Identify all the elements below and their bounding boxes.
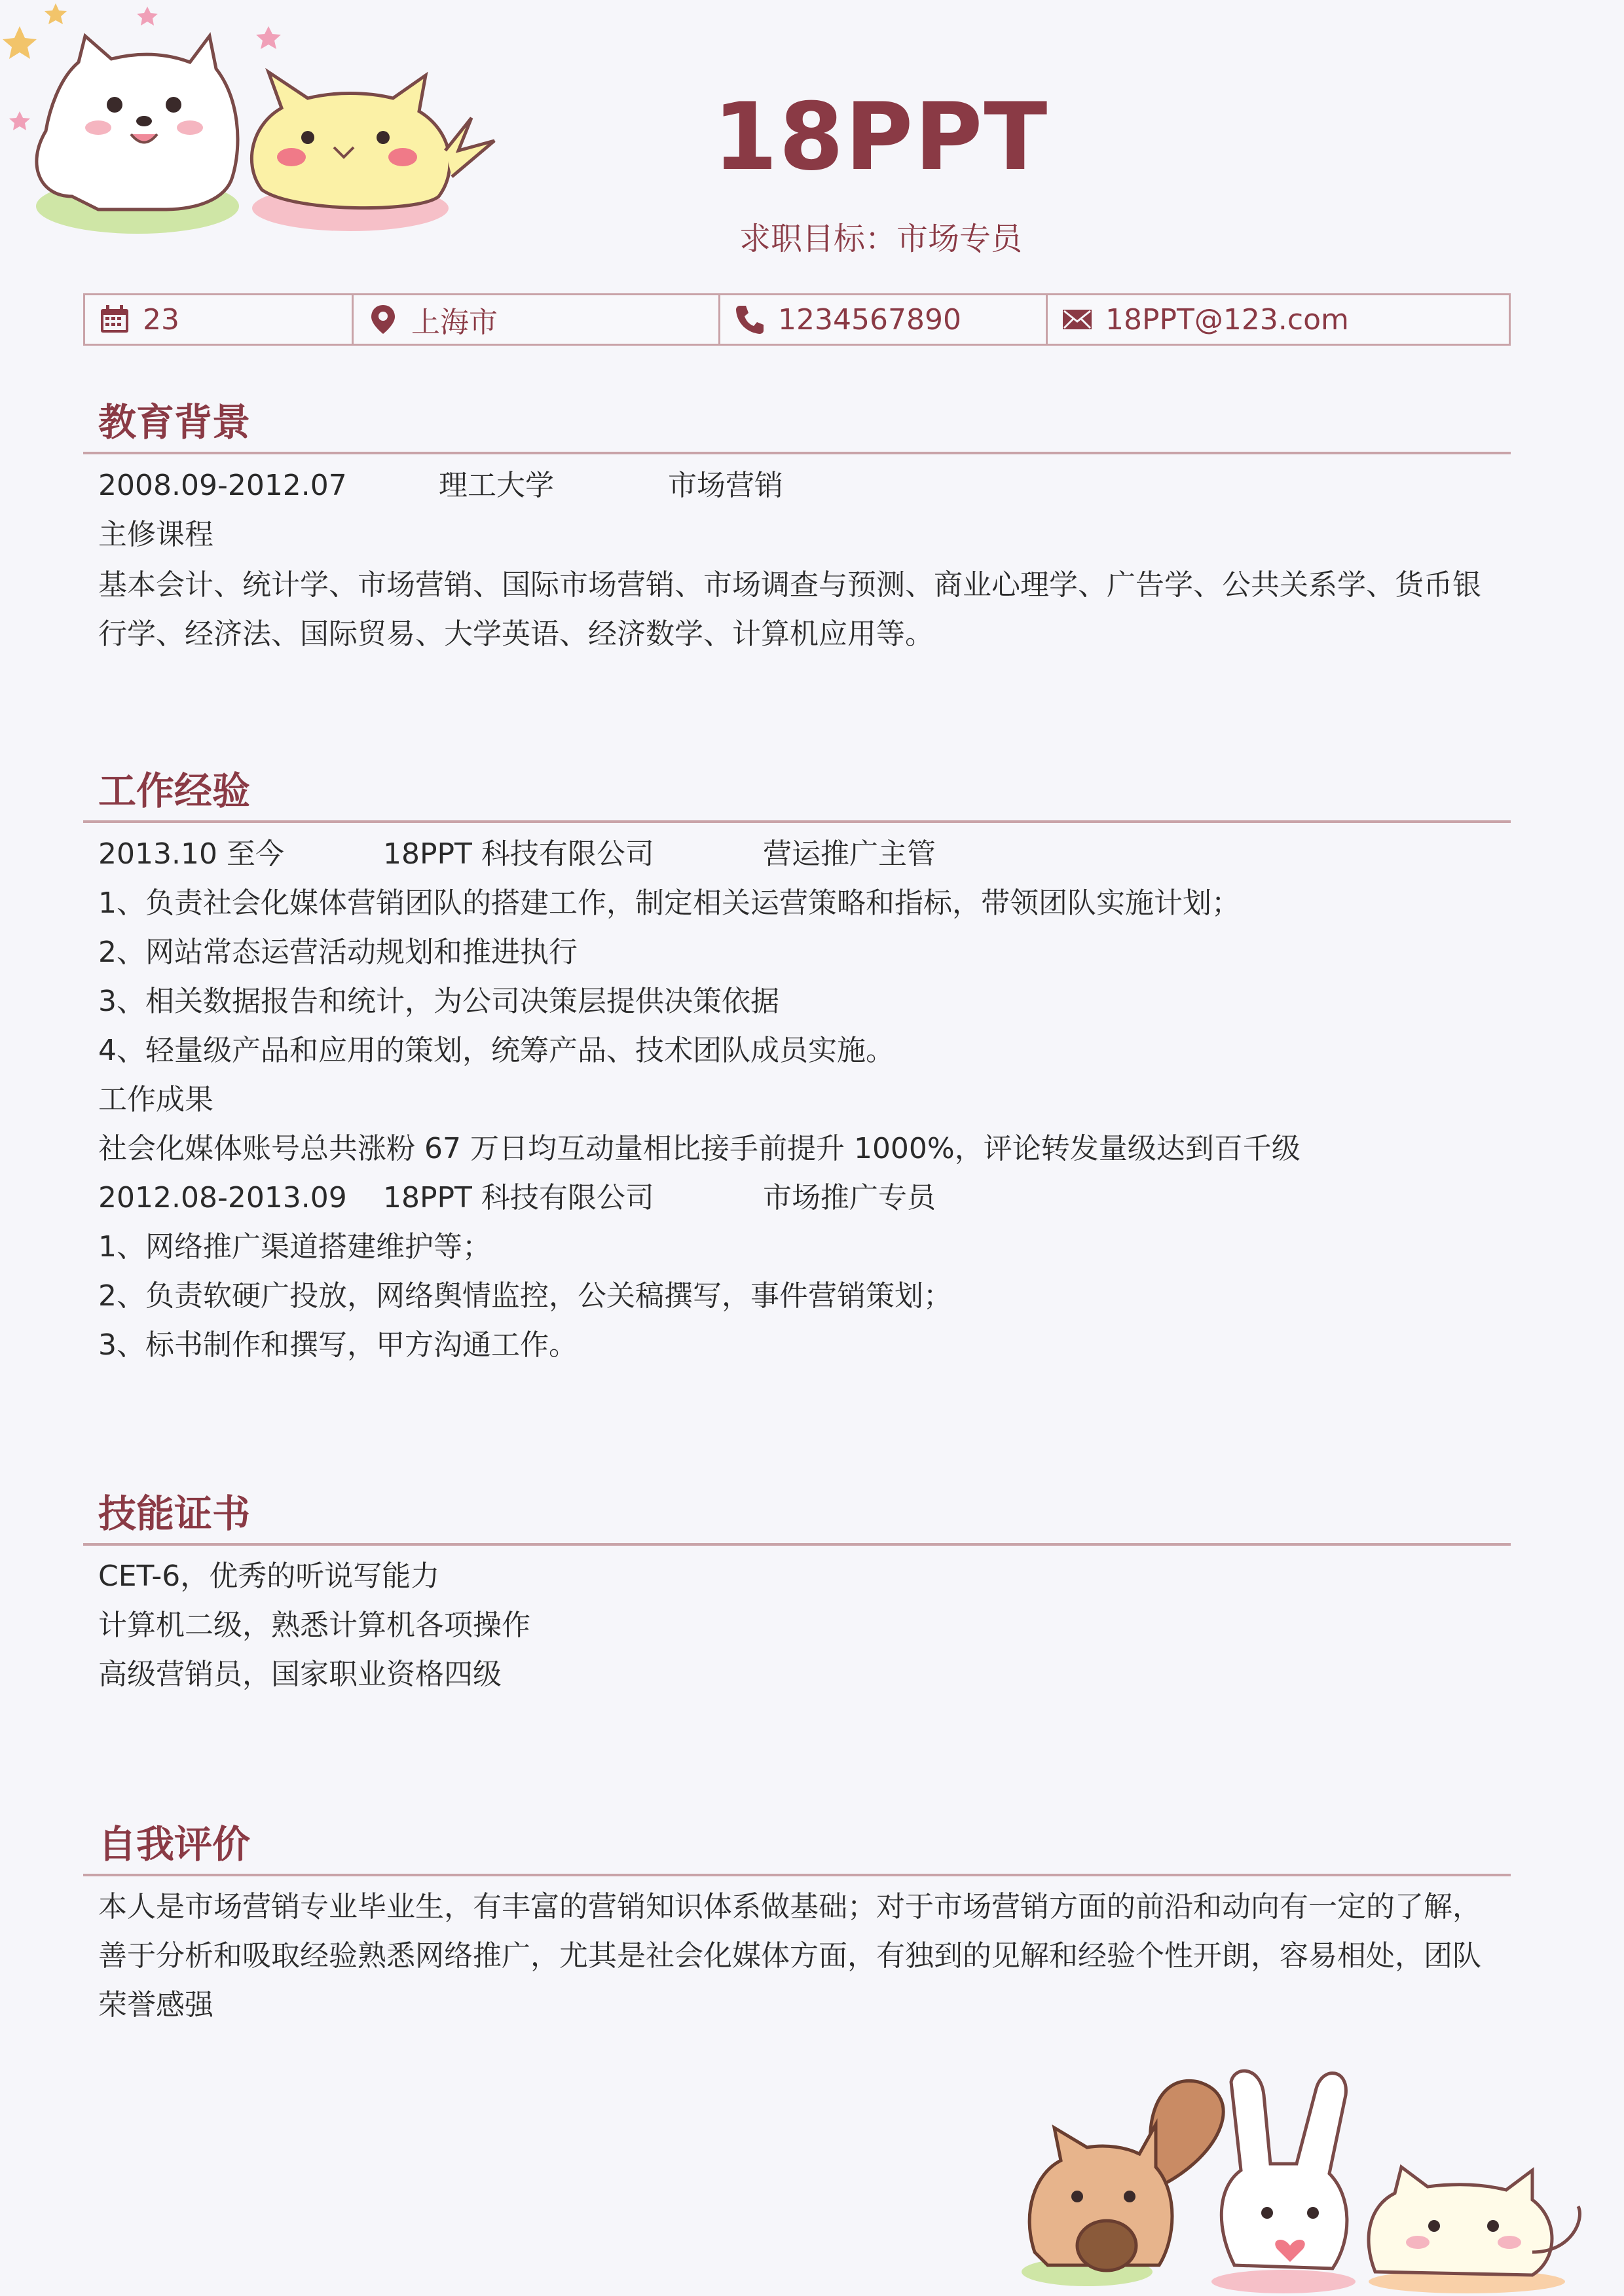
courses-label: 主修课程: [98, 518, 213, 551]
location-value: 上海市: [411, 306, 498, 339]
job-objective: 求职目标：市场专员: [739, 221, 1022, 257]
phone-value: 1234567890: [778, 302, 961, 337]
job-period: 2012.08-2013.09: [98, 1181, 347, 1214]
achievement-label: 工作成果: [98, 1083, 213, 1116]
education-section-title: 教育背景: [98, 400, 251, 445]
job-duty: 1、网络推广渠道搭建维护等；: [98, 1230, 491, 1264]
section-divider: [83, 820, 1511, 823]
section-divider: [83, 1543, 1511, 1546]
phone-icon: [733, 303, 766, 336]
job-duty: 4、轻量级产品和应用的策划，统筹产品、技术团队成员实施。: [98, 1034, 895, 1067]
skills-section-title: 技能证书: [98, 1491, 251, 1536]
self-evaluation-text: 本人是市场营销专业毕业生，有丰富的营销知识体系做基础；对于市场营销方面的前沿和动向有一定的了解，善于分析和吸取经验熟悉网络推广，尤其是社会化媒体方面，有独到的见解和经验个性开朗，容易相处，团队荣誉感强: [98, 1890, 1481, 2022]
phone-cell: [720, 295, 1048, 344]
calendar-icon: [98, 303, 131, 336]
job-duty: 2、网站常态运营活动规划和推进执行: [98, 936, 578, 969]
age-value: 23: [143, 302, 179, 337]
email-value: 18PPT@123.com: [1105, 302, 1349, 337]
job-duty: 2、负责软硬广投放，网络舆情监控，公关稿撰写，事件营销策划；: [98, 1279, 952, 1313]
job-company: 18PPT 科技有限公司: [383, 837, 654, 871]
email-cell: [1048, 295, 1509, 344]
self-evaluation-section-title: 自我评价: [98, 1822, 251, 1867]
star-decorations: [3, 3, 67, 59]
job-duty: 3、标书制作和撰写，甲方沟通工作。: [98, 1328, 578, 1362]
contact-info-bar: [83, 293, 1511, 346]
job-period: 2013.10 至今: [98, 837, 284, 871]
location-cell: [354, 295, 720, 344]
education-major: 市场营销: [668, 469, 783, 502]
section-divider: [83, 1874, 1511, 1876]
section-divider: [83, 452, 1511, 454]
cartoon-animals-bottom-illustration: [1008, 2056, 1598, 2296]
work-section-title: 工作经验: [98, 769, 251, 813]
job-position: 市场推广专员: [763, 1181, 936, 1214]
courses-list: 基本会计、统计学、市场营销、国际市场营销、市场调查与预测、商业心理学、广告学、公共关系学、货币银行学、经济法、国际贸易、大学英语、经济数学、计算机应用等。: [98, 568, 1481, 651]
achievement-text: 社会化媒体账号总共涨粉 67 万日均互动量相比接手前提升 1000%，评论转发量级达到百千级: [98, 1132, 1301, 1165]
skill-item: 计算机二级，熟悉计算机各项操作: [98, 1609, 530, 1642]
job-duty: 3、相关数据报告和统计，为公司决策层提供决策依据: [98, 985, 779, 1018]
location-pin-icon: [367, 303, 399, 336]
candidate-name: 18PPT: [712, 83, 1049, 191]
job-position: 营运推广主管: [763, 837, 936, 871]
skill-item: 高级营销员，国家职业资格四级: [98, 1658, 502, 1691]
job-duty: 1、负责社会化媒体营销团队的搭建工作，制定相关运营策略和指标，带领团队实施计划；: [98, 886, 1240, 920]
age-cell: [85, 295, 354, 344]
education-school: 理工大学: [439, 469, 554, 502]
job-company: 18PPT 科技有限公司: [383, 1181, 654, 1214]
skill-item: CET-6，优秀的听说写能力: [98, 1559, 440, 1593]
mail-icon: [1061, 303, 1094, 336]
education-period: 2008.09-2012.07: [98, 469, 347, 502]
